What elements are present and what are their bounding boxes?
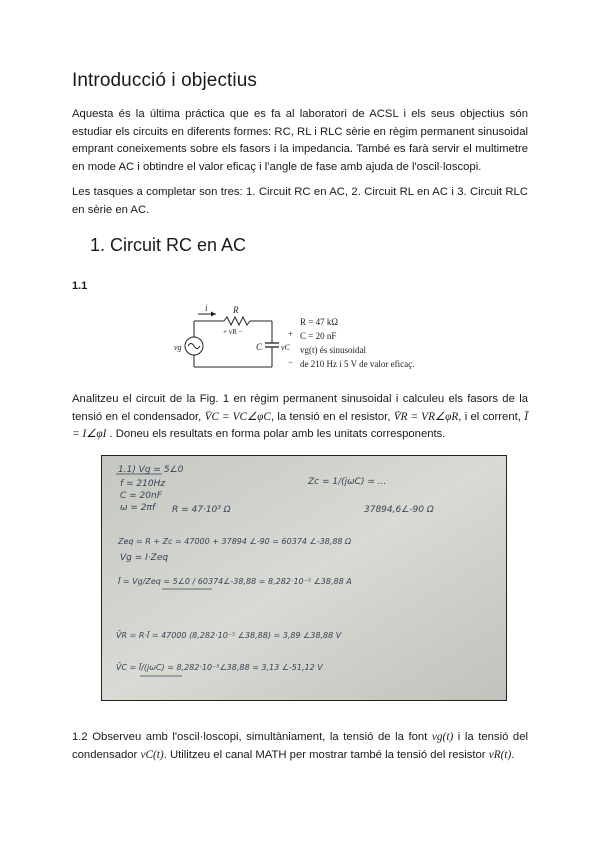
label-vC: vC — [281, 343, 290, 352]
label-vg: vg — [174, 343, 182, 352]
vc-symbol: vC(t) — [140, 748, 164, 761]
analyze-text-1: Analitzeu el circuit de la Fig. 1 en règim permanent sinusoidal i calculeu els fasors de la tensió en el condensador, — [72, 393, 528, 423]
note-line: f = 210Hz — [120, 479, 166, 489]
spec-C: C = 20 nF — [300, 331, 337, 341]
vc-phasor: V̄C = VC∠φC — [204, 410, 271, 423]
analyze-paragraph — [72, 391, 528, 444]
label-plus: + — [288, 329, 294, 339]
analyze-text-4: . Doneu els resultats en forma polar amb les unitats corresponents. — [106, 428, 446, 441]
note-line: V̄R = R·Ī = 47000 (8,282·10⁻⁵ ∠38,88) = 3,89 ∠38,88 V — [116, 631, 342, 640]
subsection-label: 1.1 — [72, 280, 88, 292]
note-line: 37894,6∠-90 Ω — [364, 505, 434, 515]
label-R: R — [233, 305, 239, 315]
analyze-text-3: , i el corrent, — [458, 410, 525, 423]
paragraph-1-2 — [72, 729, 528, 764]
note-line: C = 20nF — [120, 491, 162, 501]
p12-text-3: . Utilitzeu el canal MATH per mostrar també la tensió del resistor — [163, 748, 489, 761]
current-arrow-icon — [211, 312, 216, 317]
p12-text-1: 1.2 Observeu amb l'oscil·loscopi, simultàniament, la tensió de la font — [72, 731, 432, 743]
label-vR: + vR − — [223, 328, 243, 336]
label-i: i — [205, 303, 208, 313]
i-phasor: Ī = I∠φI — [72, 410, 528, 441]
spec-freq: de 210 Hz i 5 V de valor eficaç. — [300, 359, 415, 369]
note-line: V̄C = Ī/(jωC) = 8,282·10⁻⁵∠38,88 = 3,13 ∠-51,12 V — [116, 663, 323, 672]
note-line: Ī = Vg/Zeq = 5∠0 / 60374∠-38,88 = 8,282·10⁻⁵ ∠38,88 A — [118, 577, 352, 586]
note-line: Zc = 1/(jωC) = ... — [308, 477, 387, 487]
label-minus: − — [288, 357, 294, 367]
vr-phasor: V̄R = VR∠φR — [393, 410, 459, 423]
vg-symbol: vg(t) — [431, 731, 454, 743]
analyze-text-2: , la tensió en el resistor, — [270, 410, 394, 423]
note-line: Zeq = R + Zc = 47000 + 37894 ∠-90 = 60374 ∠-38,88 Ω — [118, 537, 352, 546]
p12-text-2: i la tensió del condensador — [72, 731, 528, 761]
spec-R: R = 47 kΩ — [300, 317, 339, 327]
tasks-paragraph: Les tasques a completar son tres: 1. Circuit RC en AC, 2. Circuit RL en AC i 3. Circuit RLC en sèrie en AC. — [72, 186, 528, 216]
vr-symbol: vR(t) — [488, 748, 512, 761]
handwritten-calculation-photo — [101, 455, 507, 701]
section-heading: 1. Circuit RC en AC — [90, 235, 247, 255]
resistor-symbol — [224, 317, 250, 325]
label-C: C — [256, 342, 263, 352]
rc-circuit-diagram — [172, 303, 462, 375]
note-line: 1.1) Vg = 5∠0 — [118, 465, 184, 475]
intro-paragraph: Aquesta és la última práctica que es fa al laboratori de ACSL i els seus objectius són estudiar els circuits en diferents formes: RC, RL i RLC sèrie en règim permanent sinusoidal emprant coneixements sobre els fasors i la impedancia. També es farà servir el multimetre en mode AC i obtindre el valor eficaç i l'angle de fase amb ajuda de l'oscil·loscopi. — [72, 108, 528, 173]
page-title: Introducció i objectius — [72, 70, 258, 91]
spec-vg: vg(t) és sinusoidal — [300, 345, 366, 355]
note-line: Vg = I·Zeq — [120, 553, 169, 563]
note-line: ω = 2πf — [120, 503, 156, 513]
p12-text-4: . — [511, 748, 515, 761]
note-line: R = 47·10³ Ω — [172, 505, 231, 515]
